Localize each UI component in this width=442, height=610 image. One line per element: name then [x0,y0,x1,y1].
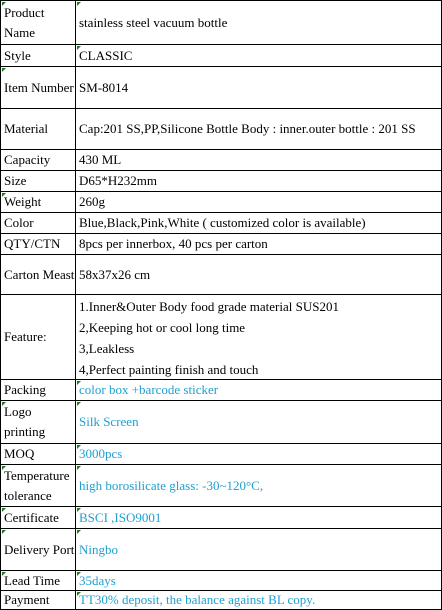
feature-item: 3,Leakless [79,341,135,356]
value-color: Blue,Black,Pink,White ( customized color is available) [79,215,366,230]
value-weight: 260g [79,194,105,209]
label-temperature-tolerance: Temperature tolerance [1,465,76,506]
label-product-name: Product Name [1,1,76,44]
label-carton-meast: Carton Meast [1,255,76,294]
row-feature [1,294,441,379]
row-qty-ctn [1,233,441,254]
label-capacity: Capacity [1,150,76,170]
feature-item: 2,Keeping hot or cool long time [79,320,246,335]
row-packing [1,379,441,400]
row-delivery-port [1,528,441,570]
row-moq [1,443,441,464]
value-feature-list [76,295,441,379]
row-style [1,44,441,66]
row-color [1,212,441,233]
row-logo-printing [1,400,441,443]
value-product-name: stainless steel vacuum bottle [76,1,441,44]
value-material: Cap:201 SS,PP,Silicone Bottle Body : inner.outer bottle : 201 SS [79,121,416,136]
label-style: Style [1,45,76,66]
label-payment: Payment [1,591,76,609]
label-material: Material [1,109,76,149]
label-lead-time: Lead Time [1,571,76,590]
label-color: Color [1,213,76,233]
label-weight: Weight [1,192,76,212]
label-delivery-port: Delivery Port [1,529,76,570]
value-logo-printing: Silk Screen [76,401,441,443]
value-moq: 3000pcs [76,444,441,464]
value-carton-meast: 58x37x26 cm [79,266,151,282]
row-capacity [1,149,441,170]
row-lead-time [1,570,441,590]
row-carton-meast [1,254,441,294]
value-item-number: SM-8014 [79,79,129,95]
label-packing: Packing [1,380,76,400]
row-size [1,170,441,191]
label-item-number: Item Number [1,67,76,108]
label-size: Size [1,171,76,191]
row-weight [1,191,441,212]
value-delivery-port: Ningbo [76,529,441,570]
value-size: D65*H232mm [79,173,157,188]
value-packing: color box +barcode sticker [76,380,441,400]
row-certificate [1,506,441,528]
label-qty-ctn: QTY/CTN [1,234,76,254]
feature-item: 4,Perfect painting finish and touch [79,362,259,377]
value-style: CLASSIC [76,45,441,66]
row-payment [1,590,441,609]
row-item-number [1,66,441,108]
value-certificate: BSCI ,ISO9001 [76,507,441,528]
value-temperature-tolerance: high borosilicate glass: -30~120°C, [76,465,441,506]
value-lead-time: 35days [76,571,441,590]
value-qty-ctn: 8pcs per innerbox, 40 pcs per carton [79,236,268,251]
row-material [1,108,441,149]
feature-item: 1.Inner&Outer Body food grade material SUS201 [79,299,339,314]
label-logo-printing: Logo printing [1,401,76,443]
label-feature: Feature: [1,295,76,379]
label-moq: MOQ [1,444,76,464]
row-product-name [1,1,441,44]
value-capacity: 430 ML [79,152,122,167]
value-payment: TT30% deposit, the balance against BL copy. [76,591,441,609]
row-temperature-tolerance [1,464,441,506]
label-certificate: Certificate [1,507,76,528]
